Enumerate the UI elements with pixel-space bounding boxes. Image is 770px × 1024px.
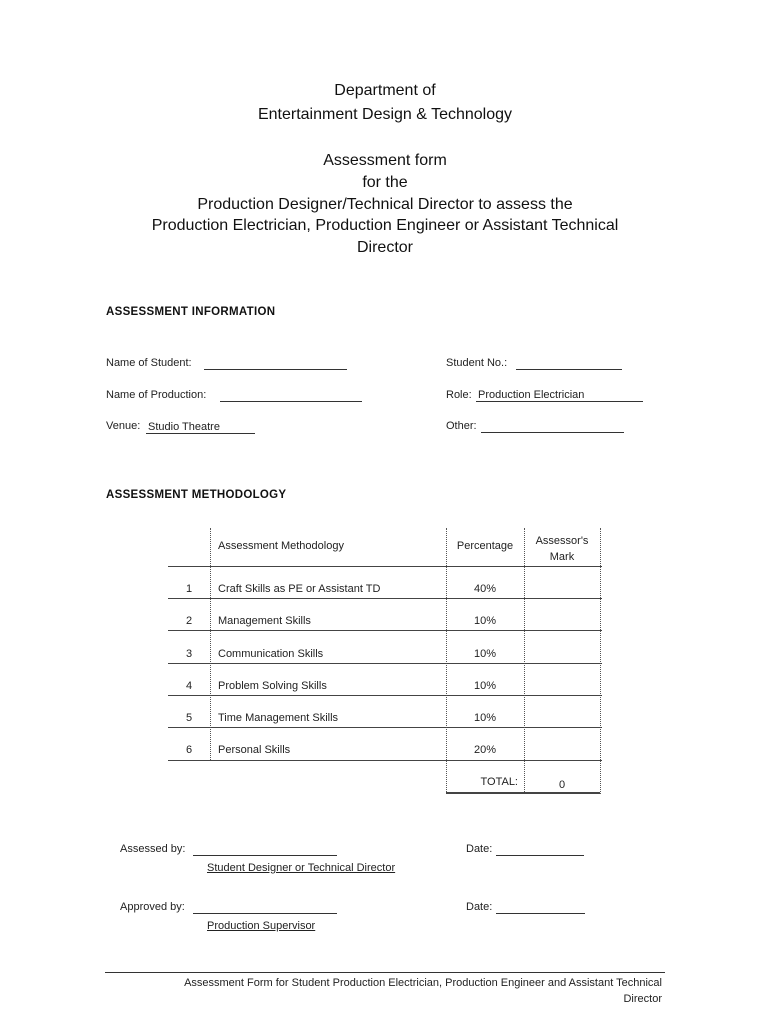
row-number: 4 xyxy=(185,680,193,692)
row-number: 2 xyxy=(185,615,193,627)
venue-field[interactable] xyxy=(146,433,255,434)
row-percentage: 10% xyxy=(473,712,497,724)
row-methodology: Communication Skills xyxy=(218,648,324,660)
total-value: 0 xyxy=(558,779,566,791)
student-name-field[interactable] xyxy=(204,369,347,370)
row-mark-cell[interactable] xyxy=(526,636,598,662)
row-number: 5 xyxy=(185,712,193,724)
row-number: 1 xyxy=(185,583,193,595)
row-percentage: 40% xyxy=(473,583,497,595)
assessment-methodology-heading: ASSESSMENT METHODOLOGY xyxy=(106,489,287,501)
column-header-percentage: Percentage xyxy=(456,540,514,552)
approved-by-label: Approved by: xyxy=(120,901,185,913)
approved-date-field[interactable] xyxy=(496,913,585,914)
student-no-label: Student No.: xyxy=(446,357,508,369)
assessment-information-heading: ASSESSMENT INFORMATION xyxy=(106,306,276,318)
column-header-mark-line2: Mark xyxy=(549,551,575,563)
row-methodology: Problem Solving Skills xyxy=(218,680,327,692)
footer-line1: Assessment Form for Student Production Electrician, Production Engineer and Assistant Technical xyxy=(184,977,662,989)
row-methodology: Craft Skills as PE or Assistant TD xyxy=(218,583,381,595)
student-name-label: Name of Student: xyxy=(106,357,192,369)
form-title-roles: Production Electrician, Production Engineer or Assistant Technical xyxy=(151,217,619,234)
methodology-table xyxy=(168,528,602,794)
row-mark-cell[interactable] xyxy=(526,604,598,630)
role-field[interactable] xyxy=(476,401,643,402)
other-field[interactable] xyxy=(481,432,624,433)
total-label: TOTAL: xyxy=(480,776,518,788)
form-title-for: for the xyxy=(362,174,408,191)
venue-label: Venue: xyxy=(106,420,141,432)
form-title: Assessment form xyxy=(323,152,447,169)
production-name-field[interactable] xyxy=(220,401,362,402)
row-methodology: Time Management Skills xyxy=(218,712,339,724)
footer-divider xyxy=(105,972,665,973)
venue-value: Studio Theatre xyxy=(148,421,220,433)
row-percentage: 20% xyxy=(473,744,497,756)
row-number: 6 xyxy=(185,744,193,756)
row-percentage: 10% xyxy=(473,615,497,627)
assessed-by-field[interactable] xyxy=(193,855,337,856)
student-no-field[interactable] xyxy=(516,369,622,370)
assessed-date-field[interactable] xyxy=(496,855,584,856)
column-header-mark-line1: Assessor's xyxy=(535,535,589,547)
production-name-label: Name of Production: xyxy=(106,389,207,401)
row-percentage: 10% xyxy=(473,648,497,660)
footer-line2: Director xyxy=(623,993,662,1005)
role-label: Role: xyxy=(446,389,472,401)
assessed-by-label: Assessed by: xyxy=(120,843,186,855)
row-methodology: Personal Skills xyxy=(218,744,291,756)
row-mark-cell[interactable] xyxy=(526,701,598,727)
role-value: Production Electrician xyxy=(478,389,585,401)
approved-by-role: Production Supervisor xyxy=(207,920,316,932)
approved-date-label: Date: xyxy=(466,901,493,913)
row-percentage: 10% xyxy=(473,680,497,692)
assessed-by-role: Student Designer or Technical Director xyxy=(207,862,396,874)
assessed-date-label: Date: xyxy=(466,843,493,855)
form-title-assessor: Production Designer/Technical Director to assess the xyxy=(197,196,573,213)
column-header-methodology: Assessment Methodology xyxy=(218,540,344,552)
row-methodology: Management Skills xyxy=(218,615,311,627)
page-footer xyxy=(102,975,662,1007)
row-mark-cell[interactable] xyxy=(526,733,598,759)
department-name: Entertainment Design & Technology xyxy=(257,106,513,123)
row-mark-cell[interactable] xyxy=(526,572,598,598)
form-title-roles-end: Director xyxy=(356,239,413,256)
approved-by-field[interactable] xyxy=(193,913,337,914)
other-label: Other: xyxy=(446,420,477,432)
department-line: Department of xyxy=(334,82,436,99)
row-number: 3 xyxy=(185,648,193,660)
row-mark-cell[interactable] xyxy=(526,669,598,695)
